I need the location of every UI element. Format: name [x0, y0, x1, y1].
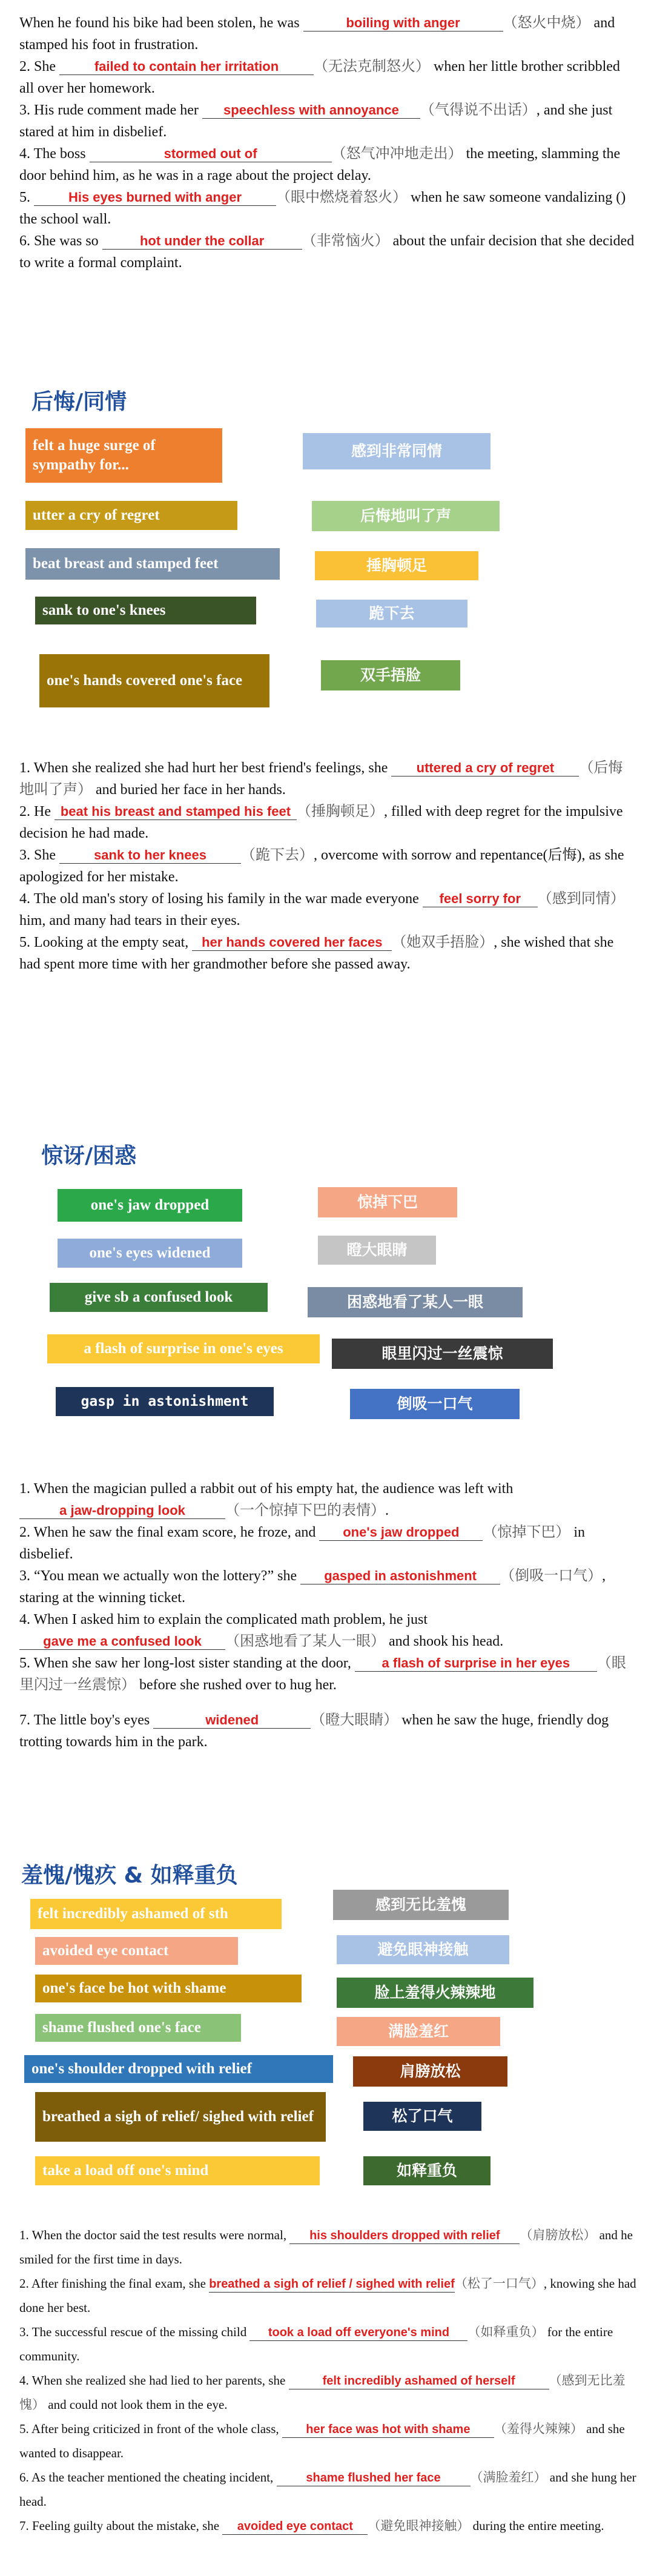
- exercise-line: 4. When I asked him to explain the complicated math problem, he just gave me a confused look （困惑地看了某人一眼） and shook his head.: [19, 1612, 504, 1649]
- phrase-chip: shame flushed one's face: [35, 2014, 241, 2042]
- exercise-line: 6. She was so hot under the collar （非常恼火） about the unfair decision that she decided to write a formal complaint.: [19, 233, 635, 271]
- section-title: 惊讶/困惑: [41, 1144, 137, 1168]
- phrase-chip: give sb a confused look: [50, 1283, 268, 1312]
- phrase-chip: utter a cry of regret: [25, 501, 237, 530]
- exercise-line: 4. The old man's story of losing his family in the war made everyone feel sorry for （感到同情） him, and many had tears in their eyes.: [19, 891, 625, 929]
- exercise-line: When he found his bike had been stolen, he was boiling with anger （怒火中烧） and stamped his foot in frustration.: [19, 15, 615, 53]
- translation-chip: 肩膀放松: [353, 2056, 507, 2087]
- exercise-line: 1. When the magician pulled a rabbit out of his empty hat, the audience was left with a jaw-dropping look （一个惊掉下巴的表情）.: [19, 1481, 514, 1518]
- exercise-line: 1. When she realized she had hurt her best friend's feelings, she uttered a cry of regret （后悔地叫了声） and buried her face in her hands.: [19, 760, 623, 798]
- translation-chip: 眼里闪过一丝震惊: [332, 1339, 553, 1369]
- translation-chip: 倒吸一口气: [350, 1389, 520, 1419]
- exercise-line: 2. After finishing the final exam, she breathed a sigh of relief / sighed with relief（松了一口气）, knowing she had done her best.: [19, 2276, 636, 2315]
- translation-chip: 感到无比羞愧: [333, 1890, 509, 1920]
- section3-exercises: [19, 2223, 637, 2538]
- section-title: 羞愧/愧疚 & 如释重负: [21, 1863, 238, 1888]
- exercise-line: 3. His rude comment made her speechless with annoyance （气得说不出话）, and she just stared at him in disbelief.: [19, 102, 613, 140]
- translation-chip: 困惑地看了某人一眼: [308, 1287, 523, 1317]
- phrase-chip: felt incredibly ashamed of sth: [30, 1899, 282, 1929]
- translation-chip: 避免眼神接触: [337, 1935, 509, 1964]
- phrase-chip: one's hands covered one's face: [39, 654, 269, 707]
- phrase-chip: felt a huge surge of sympathy for...: [25, 428, 222, 483]
- exercise-line: 3. The successful rescue of the missing child took a load off everyone's mind （如释重负） for the entire community.: [19, 2325, 613, 2363]
- phrase-chip: beat breast and stamped feet: [25, 548, 280, 580]
- phrase-chip: take a load off one's mind: [35, 2156, 320, 2185]
- translation-chip: 满脸羞红: [337, 2017, 500, 2046]
- phrase-chip: one's jaw dropped: [58, 1189, 242, 1222]
- exercise-line: 4. When she realized she had lied to her parents, she felt incredibly ashamed of herself （感到无比羞愧） and could not look them in the eye.: [19, 2373, 626, 2412]
- translation-chip: 脸上羞得火辣辣地: [337, 1978, 533, 2008]
- exercise-line: 4. The boss stormed out of （怒气冲冲地走出） the meeting, slamming the door behind him, as he was in a rage about the project delay.: [19, 146, 621, 184]
- section1-exercises: [19, 757, 637, 975]
- exercise-line: 1. When the doctor said the test results were normal, his shoulders dropped with relief （肩膀放松） and he smiled for the first time in days.: [19, 2228, 633, 2266]
- exercise-line: 5. When she saw her long-lost sister standing at the door, a flash of surprise in her eyes （眼里闪过一丝震惊） before she rushed over to hug her.: [19, 1655, 626, 1693]
- exercise-line: 2. She failed to contain her irritation （无法克制怒火） when her little brother scribbled all over her homework.: [19, 59, 620, 96]
- translation-chip: 瞪大眼睛: [318, 1236, 436, 1265]
- phrase-chip: a flash of surprise in one's eyes: [47, 1334, 320, 1363]
- phrase-chip: one's shoulder dropped with relief: [24, 2055, 333, 2083]
- translation-chip: 捶胸顿足: [315, 551, 478, 580]
- phrase-chip: breathed a sigh of relief/ sighed with relief: [35, 2092, 326, 2142]
- phrase-chip: sank to one's knees: [35, 597, 256, 624]
- exercise-line: 5. After being criticized in front of the whole class, her face was hot with shame （羞得火辣辣） and she wanted to disappear.: [19, 2422, 625, 2460]
- exercise-line: 3. “You mean we actually won the lottery?” she gasped in astonishment （倒吸一口气）, staring at the winning ticket.: [19, 1568, 606, 1606]
- section-title: 后悔/同情: [31, 389, 127, 414]
- phrase-chip: one's eyes widened: [58, 1239, 242, 1268]
- exercise-line: 6. As the teacher mentioned the cheating incident, shame flushed her face （满脸羞红） and she hung her head.: [19, 2470, 636, 2509]
- exercise-line: 5. Looking at the empty seat, her hands covered her faces （她双手捂脸）, she wished that she had spent more time with her grandmother before she passed away.: [19, 935, 614, 972]
- translation-chip: 后悔地叫了声: [312, 501, 500, 531]
- translation-chip: 松了口气: [363, 2102, 481, 2131]
- exercise-line: 7. Feeling guilty about the mistake, she avoided eye contact （避免眼神接触） during the entire meeting.: [19, 2514, 637, 2538]
- exercise-line: 7. The little boy's eyes widened （瞪大眼睛） when he saw the huge, friendly dog trotting towards him in the park.: [19, 1712, 609, 1750]
- phrase-chip: one's face be hot with shame: [35, 1975, 302, 2002]
- translation-chip: 双手捂脸: [321, 660, 460, 690]
- section2-exercises: [19, 1478, 637, 1753]
- exercise-line: 5. His eyes burned with anger （眼中燃烧着怒火） when he saw someone vandalizing () the school wall.: [19, 190, 626, 227]
- phrase-chip: gasp in astonishment: [56, 1387, 274, 1416]
- exercise-line: 3. She sank to her knees （跪下去）, overcome with sorrow and repentance(后悔), as she apologized for her mistake.: [19, 847, 624, 885]
- translation-chip: 惊掉下巴: [318, 1187, 457, 1217]
- translation-chip: 感到非常同情: [303, 433, 490, 469]
- exercise-line: 2. When he saw the final exam score, he froze, and one's jaw dropped （惊掉下巴） in disbelief.: [19, 1525, 586, 1562]
- translation-chip: 跪下去: [316, 600, 467, 627]
- phrase-chip: avoided eye contact: [35, 1937, 238, 1965]
- section0-exercises: [19, 12, 637, 274]
- exercise-line: 2. He beat his breast and stamped his feet （捶胸顿足）, filled with deep regret for the impulsive decision he had made.: [19, 804, 623, 841]
- translation-chip: 如释重负: [363, 2156, 490, 2185]
